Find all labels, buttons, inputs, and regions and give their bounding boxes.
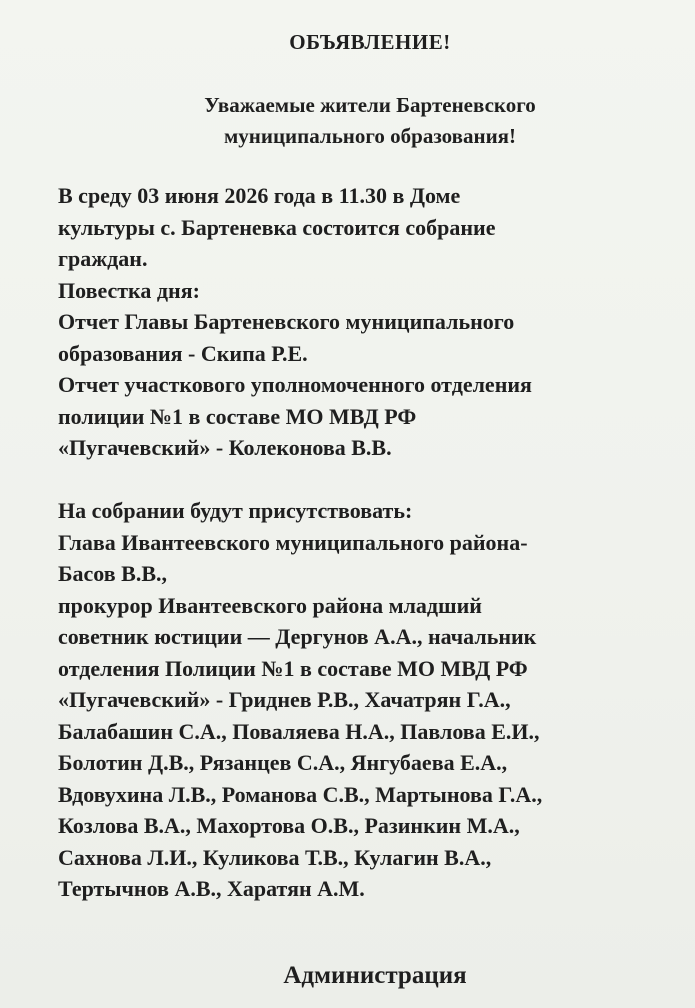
body-line: культуры с. Бартеневка состоится собрание (58, 214, 496, 240)
body-line: Балабашин С.А., Поваляева Н.А., Павлова Е.И., (58, 718, 540, 744)
body-line: советник юстиции — Дергунов А.А., начальник (58, 624, 537, 649)
notice-greeting (0, 90, 695, 152)
body-line: полиции №1 в составе МО МВД РФ (58, 403, 417, 429)
body-line: Сахнова Л.И., Куликова Т.В., Кулагин В.А., (58, 844, 492, 870)
body-line: Болотин Д.В., Рязанцев С.А., Янгубаева Е.А., (58, 750, 508, 775)
body-line: Басов В.В., (58, 561, 167, 586)
body-line: образования - Скипа Р.Е. (58, 340, 308, 366)
body-line: «Пугачевский» - Колеконова В.В. (58, 435, 392, 460)
notice-title: ОБЪЯВЛЕНИЕ! (289, 30, 451, 54)
body-line: Тертычнов А.В., Харатян А.М. (58, 876, 365, 901)
body-line: прокурор Ивантеевского района младший (58, 592, 482, 618)
notice-body (58, 180, 678, 905)
body-line: Козлова В.А., Махортова О.В., Разинкин М.А., (58, 813, 520, 838)
body-line: Отчет Главы Бартеневского муниципального (58, 309, 515, 334)
body-line: «Пугачевский» - Гриднев Р.В., Хачатрян Г.А., (58, 687, 511, 712)
body-line: граждан. (58, 246, 148, 271)
attendees-heading: На собрании будут присутствовать: (58, 498, 413, 523)
paragraph-gap (58, 464, 678, 496)
body-line: отделения Полиции №1 в составе МО МВД РФ (58, 655, 528, 681)
body-line: Отчет участкового уполномоченного отделения (58, 372, 532, 397)
body-line: В среду 03 июня 2026 года в 11.30 в Доме (58, 183, 461, 208)
agenda-heading: Повестка дня: (58, 277, 200, 303)
body-line: Глава Ивантеевского муниципального района- (58, 529, 528, 555)
body-line: Вдовухина Л.В., Романова С.В., Мартынова Г.А., (58, 781, 543, 807)
notice-signature: Администрация (283, 962, 467, 989)
greeting-line: Уважаемые жители Бартеневского (204, 93, 536, 117)
greeting-line: муниципального образования! (223, 124, 517, 148)
